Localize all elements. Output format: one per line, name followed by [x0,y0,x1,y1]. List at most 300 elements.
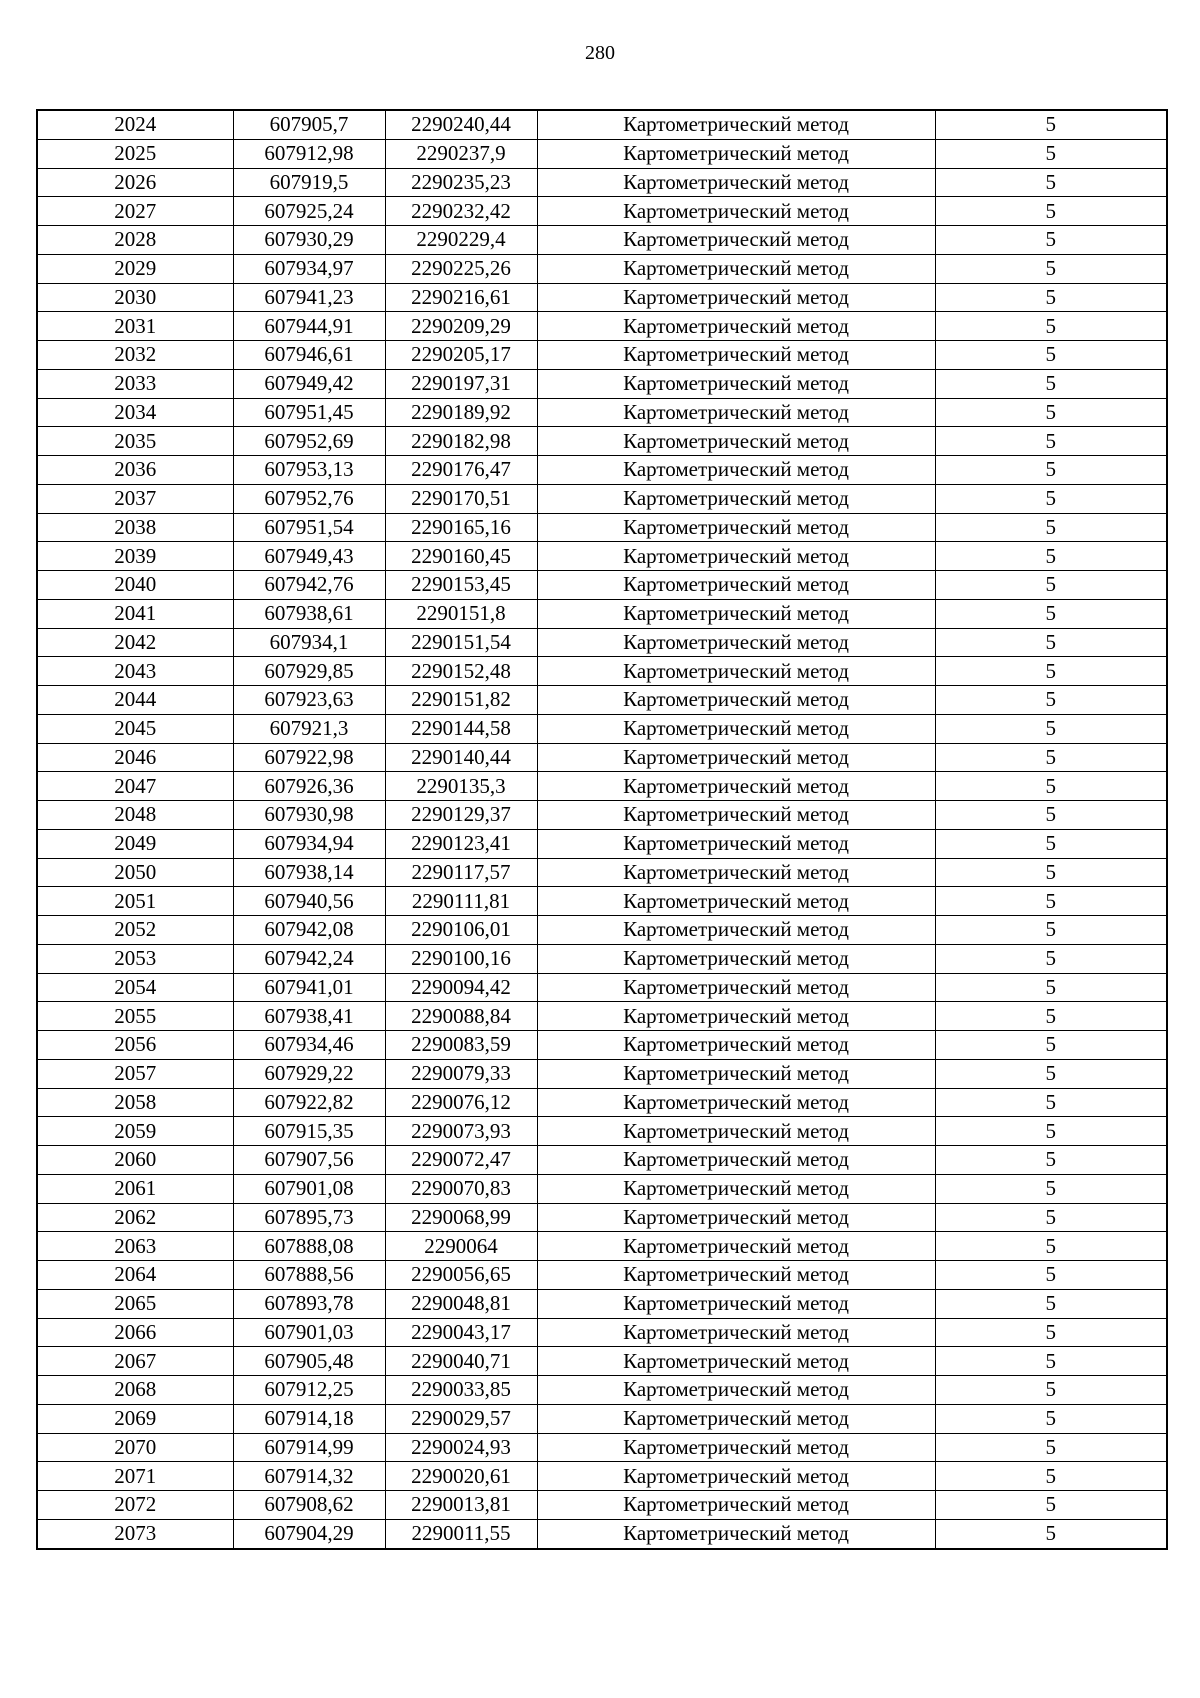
accuracy-cell: 5 [935,801,1167,830]
method-cell: Картометрический метод [537,1519,935,1548]
y-coordinate-cell: 2290117,57 [385,858,537,887]
y-coordinate-cell: 2290197,31 [385,369,537,398]
table-row [37,628,1167,657]
accuracy-cell: 5 [935,829,1167,858]
x-coordinate-cell: 607905,7 [233,110,385,139]
x-coordinate-cell: 607949,43 [233,542,385,571]
accuracy-cell: 5 [935,1002,1167,1031]
x-coordinate-cell: 607930,29 [233,226,385,255]
x-coordinate-cell: 607907,56 [233,1146,385,1175]
point-number-cell: 2068 [37,1376,233,1405]
y-coordinate-cell: 2290140,44 [385,743,537,772]
method-cell: Картометрический метод [537,1002,935,1031]
method-cell: Картометрический метод [537,829,935,858]
table-row [37,1146,1167,1175]
y-coordinate-cell: 2290216,61 [385,283,537,312]
accuracy-cell: 5 [935,427,1167,456]
accuracy-cell: 5 [935,168,1167,197]
x-coordinate-cell: 607895,73 [233,1203,385,1232]
method-cell: Картометрический метод [537,657,935,686]
y-coordinate-cell: 2290240,44 [385,110,537,139]
point-number-cell: 2048 [37,801,233,830]
table-row [37,139,1167,168]
table-row [37,1404,1167,1433]
x-coordinate-cell: 607908,62 [233,1491,385,1520]
table-row [37,1376,1167,1405]
table-row [37,599,1167,628]
x-coordinate-cell: 607921,3 [233,714,385,743]
point-number-cell: 2040 [37,571,233,600]
y-coordinate-cell: 2290229,4 [385,226,537,255]
accuracy-cell: 5 [935,944,1167,973]
point-number-cell: 2039 [37,542,233,571]
table-row [37,571,1167,600]
point-number-cell: 2063 [37,1232,233,1261]
table-row [37,1203,1167,1232]
y-coordinate-cell: 2290094,42 [385,973,537,1002]
y-coordinate-cell: 2290073,93 [385,1117,537,1146]
y-coordinate-cell: 2290020,61 [385,1462,537,1491]
accuracy-cell: 5 [935,1491,1167,1520]
method-cell: Картометрический метод [537,341,935,370]
method-cell: Картометрический метод [537,1232,935,1261]
x-coordinate-cell: 607940,56 [233,887,385,916]
point-number-cell: 2049 [37,829,233,858]
x-coordinate-cell: 607901,03 [233,1318,385,1347]
y-coordinate-cell: 2290100,16 [385,944,537,973]
y-coordinate-cell: 2290056,65 [385,1261,537,1290]
table-row [37,513,1167,542]
y-coordinate-cell: 2290235,23 [385,168,537,197]
point-number-cell: 2043 [37,657,233,686]
x-coordinate-cell: 607942,24 [233,944,385,973]
x-coordinate-cell: 607944,91 [233,312,385,341]
point-number-cell: 2053 [37,944,233,973]
x-coordinate-cell: 607901,08 [233,1174,385,1203]
accuracy-cell: 5 [935,1347,1167,1376]
x-coordinate-cell: 607951,54 [233,513,385,542]
y-coordinate-cell: 2290088,84 [385,1002,537,1031]
method-cell: Картометрический метод [537,254,935,283]
y-coordinate-cell: 2290076,12 [385,1088,537,1117]
y-coordinate-cell: 2290151,8 [385,599,537,628]
accuracy-cell: 5 [935,254,1167,283]
method-cell: Картометрический метод [537,714,935,743]
y-coordinate-cell: 2290135,3 [385,772,537,801]
x-coordinate-cell: 607930,98 [233,801,385,830]
x-coordinate-cell: 607938,41 [233,1002,385,1031]
accuracy-cell: 5 [935,398,1167,427]
table-row [37,1318,1167,1347]
y-coordinate-cell: 2290123,41 [385,829,537,858]
method-cell: Картометрический метод [537,571,935,600]
table-row [37,1002,1167,1031]
y-coordinate-cell: 2290189,92 [385,398,537,427]
y-coordinate-cell: 2290111,81 [385,887,537,916]
accuracy-cell: 5 [935,772,1167,801]
point-number-cell: 2032 [37,341,233,370]
y-coordinate-cell: 2290182,98 [385,427,537,456]
method-cell: Картометрический метод [537,484,935,513]
method-cell: Картометрический метод [537,772,935,801]
point-number-cell: 2033 [37,369,233,398]
x-coordinate-cell: 607952,69 [233,427,385,456]
point-number-cell: 2034 [37,398,233,427]
y-coordinate-cell: 2290079,33 [385,1059,537,1088]
y-coordinate-cell: 2290070,83 [385,1174,537,1203]
table-row [37,1088,1167,1117]
point-number-cell: 2072 [37,1491,233,1520]
method-cell: Картометрический метод [537,1146,935,1175]
table-row [37,657,1167,686]
y-coordinate-cell: 2290083,59 [385,1031,537,1060]
method-cell: Картометрический метод [537,1289,935,1318]
accuracy-cell: 5 [935,542,1167,571]
point-number-cell: 2036 [37,456,233,485]
accuracy-cell: 5 [935,714,1167,743]
method-cell: Картометрический метод [537,1462,935,1491]
x-coordinate-cell: 607914,32 [233,1462,385,1491]
table-row [37,197,1167,226]
method-cell: Картометрический метод [537,1117,935,1146]
point-number-cell: 2031 [37,312,233,341]
method-cell: Картометрический метод [537,427,935,456]
table-row [37,801,1167,830]
accuracy-cell: 5 [935,973,1167,1002]
method-cell: Картометрический метод [537,743,935,772]
method-cell: Картометрический метод [537,197,935,226]
method-cell: Картометрический метод [537,1347,935,1376]
accuracy-cell: 5 [935,1117,1167,1146]
point-number-cell: 2037 [37,484,233,513]
accuracy-cell: 5 [935,1289,1167,1318]
table-row [37,341,1167,370]
method-cell: Картометрический метод [537,312,935,341]
x-coordinate-cell: 607942,76 [233,571,385,600]
x-coordinate-cell: 607919,5 [233,168,385,197]
point-number-cell: 2047 [37,772,233,801]
point-number-cell: 2069 [37,1404,233,1433]
accuracy-cell: 5 [935,456,1167,485]
x-coordinate-cell: 607926,36 [233,772,385,801]
x-coordinate-cell: 607934,97 [233,254,385,283]
y-coordinate-cell: 2290106,01 [385,916,537,945]
table-row [37,369,1167,398]
accuracy-cell: 5 [935,110,1167,139]
table-row [37,686,1167,715]
table-row [37,973,1167,1002]
accuracy-cell: 5 [935,369,1167,398]
method-cell: Картометрический метод [537,1491,935,1520]
point-number-cell: 2067 [37,1347,233,1376]
x-coordinate-cell: 607941,01 [233,973,385,1002]
point-number-cell: 2045 [37,714,233,743]
x-coordinate-cell: 607934,46 [233,1031,385,1060]
accuracy-cell: 5 [935,1376,1167,1405]
table-row [37,714,1167,743]
method-cell: Картометрический метод [537,628,935,657]
x-coordinate-cell: 607915,35 [233,1117,385,1146]
accuracy-cell: 5 [935,743,1167,772]
y-coordinate-cell: 2290170,51 [385,484,537,513]
point-number-cell: 2035 [37,427,233,456]
x-coordinate-cell: 607952,76 [233,484,385,513]
point-number-cell: 2059 [37,1117,233,1146]
table-row [37,1289,1167,1318]
x-coordinate-cell: 607941,23 [233,283,385,312]
point-number-cell: 2066 [37,1318,233,1347]
x-coordinate-cell: 607904,29 [233,1519,385,1548]
point-number-cell: 2030 [37,283,233,312]
method-cell: Картометрический метод [537,398,935,427]
accuracy-cell: 5 [935,513,1167,542]
accuracy-cell: 5 [935,1174,1167,1203]
accuracy-cell: 5 [935,1318,1167,1347]
method-cell: Картометрический метод [537,513,935,542]
method-cell: Картометрический метод [537,887,935,916]
point-number-cell: 2046 [37,743,233,772]
point-number-cell: 2073 [37,1519,233,1548]
accuracy-cell: 5 [935,887,1167,916]
x-coordinate-cell: 607934,1 [233,628,385,657]
table-row [37,1031,1167,1060]
table-row [37,887,1167,916]
x-coordinate-cell: 607946,61 [233,341,385,370]
table-row [37,254,1167,283]
accuracy-cell: 5 [935,139,1167,168]
accuracy-cell: 5 [935,686,1167,715]
method-cell: Картометрический метод [537,1261,935,1290]
point-number-cell: 2042 [37,628,233,657]
x-coordinate-cell: 607938,61 [233,599,385,628]
x-coordinate-cell: 607905,48 [233,1347,385,1376]
table-row [37,1519,1167,1548]
table-row [37,1491,1167,1520]
accuracy-cell: 5 [935,1261,1167,1290]
page-number: 280 [585,42,615,64]
table-body [37,110,1167,1549]
y-coordinate-cell: 2290033,85 [385,1376,537,1405]
method-cell: Картометрический метод [537,1031,935,1060]
point-number-cell: 2064 [37,1261,233,1290]
x-coordinate-cell: 607925,24 [233,197,385,226]
table-row [37,1059,1167,1088]
method-cell: Картометрический метод [537,599,935,628]
table-row [37,743,1167,772]
table-row [37,1174,1167,1203]
point-number-cell: 2057 [37,1059,233,1088]
y-coordinate-cell: 2290151,54 [385,628,537,657]
table-row [37,916,1167,945]
y-coordinate-cell: 2290013,81 [385,1491,537,1520]
x-coordinate-cell: 607912,98 [233,139,385,168]
y-coordinate-cell: 2290225,26 [385,254,537,283]
point-number-cell: 2026 [37,168,233,197]
y-coordinate-cell: 2290048,81 [385,1289,537,1318]
table-row [37,456,1167,485]
accuracy-cell: 5 [935,571,1167,600]
point-number-cell: 2027 [37,197,233,226]
x-coordinate-cell: 607938,14 [233,858,385,887]
point-number-cell: 2062 [37,1203,233,1232]
y-coordinate-cell: 2290029,57 [385,1404,537,1433]
method-cell: Картометрический метод [537,542,935,571]
accuracy-cell: 5 [935,1232,1167,1261]
accuracy-cell: 5 [935,1146,1167,1175]
point-number-cell: 2065 [37,1289,233,1318]
point-number-cell: 2041 [37,599,233,628]
x-coordinate-cell: 607942,08 [233,916,385,945]
x-coordinate-cell: 607929,85 [233,657,385,686]
y-coordinate-cell: 2290144,58 [385,714,537,743]
table-row [37,542,1167,571]
method-cell: Картометрический метод [537,686,935,715]
method-cell: Картометрический метод [537,1059,935,1088]
method-cell: Картометрический метод [537,1404,935,1433]
coordinates-table [36,109,1168,1550]
method-cell: Картометрический метод [537,1174,935,1203]
point-number-cell: 2051 [37,887,233,916]
point-number-cell: 2054 [37,973,233,1002]
table-row [37,484,1167,513]
y-coordinate-cell: 2290232,42 [385,197,537,226]
method-cell: Картометрический метод [537,944,935,973]
x-coordinate-cell: 607923,63 [233,686,385,715]
y-coordinate-cell: 2290160,45 [385,542,537,571]
method-cell: Картометрический метод [537,168,935,197]
x-coordinate-cell: 607914,99 [233,1433,385,1462]
method-cell: Картометрический метод [537,1318,935,1347]
x-coordinate-cell: 607888,08 [233,1232,385,1261]
method-cell: Картометрический метод [537,369,935,398]
point-number-cell: 2052 [37,916,233,945]
accuracy-cell: 5 [935,858,1167,887]
table-row [37,944,1167,973]
method-cell: Картометрический метод [537,1433,935,1462]
method-cell: Картометрический метод [537,1088,935,1117]
accuracy-cell: 5 [935,628,1167,657]
table-row [37,1462,1167,1491]
accuracy-cell: 5 [935,341,1167,370]
accuracy-cell: 5 [935,1088,1167,1117]
accuracy-cell: 5 [935,1404,1167,1433]
x-coordinate-cell: 607929,22 [233,1059,385,1088]
point-number-cell: 2056 [37,1031,233,1060]
point-number-cell: 2060 [37,1146,233,1175]
point-number-cell: 2025 [37,139,233,168]
table-row [37,1347,1167,1376]
table-row [37,226,1167,255]
y-coordinate-cell: 2290043,17 [385,1318,537,1347]
x-coordinate-cell: 607951,45 [233,398,385,427]
table-row [37,398,1167,427]
table-row [37,427,1167,456]
point-number-cell: 2044 [37,686,233,715]
point-number-cell: 2055 [37,1002,233,1031]
point-number-cell: 2061 [37,1174,233,1203]
method-cell: Картометрический метод [537,858,935,887]
point-number-cell: 2038 [37,513,233,542]
x-coordinate-cell: 607949,42 [233,369,385,398]
y-coordinate-cell: 2290151,82 [385,686,537,715]
y-coordinate-cell: 2290064 [385,1232,537,1261]
accuracy-cell: 5 [935,1059,1167,1088]
y-coordinate-cell: 2290209,29 [385,312,537,341]
accuracy-cell: 5 [935,283,1167,312]
accuracy-cell: 5 [935,226,1167,255]
point-number-cell: 2070 [37,1433,233,1462]
method-cell: Картометрический метод [537,283,935,312]
method-cell: Картометрический метод [537,139,935,168]
table-row [37,772,1167,801]
accuracy-cell: 5 [935,312,1167,341]
accuracy-cell: 5 [935,916,1167,945]
x-coordinate-cell: 607912,25 [233,1376,385,1405]
x-coordinate-cell: 607922,98 [233,743,385,772]
y-coordinate-cell: 2290011,55 [385,1519,537,1548]
y-coordinate-cell: 2290153,45 [385,571,537,600]
point-number-cell: 2058 [37,1088,233,1117]
table-row [37,1117,1167,1146]
accuracy-cell: 5 [935,1462,1167,1491]
method-cell: Картометрический метод [537,1203,935,1232]
table-row [37,858,1167,887]
method-cell: Картометрический метод [537,1376,935,1405]
point-number-cell: 2028 [37,226,233,255]
y-coordinate-cell: 2290068,99 [385,1203,537,1232]
accuracy-cell: 5 [935,1519,1167,1548]
accuracy-cell: 5 [935,197,1167,226]
y-coordinate-cell: 2290237,9 [385,139,537,168]
method-cell: Картометрический метод [537,973,935,1002]
y-coordinate-cell: 2290205,17 [385,341,537,370]
y-coordinate-cell: 2290165,16 [385,513,537,542]
x-coordinate-cell: 607914,18 [233,1404,385,1433]
point-number-cell: 2024 [37,110,233,139]
table-row [37,283,1167,312]
accuracy-cell: 5 [935,1203,1167,1232]
y-coordinate-cell: 2290072,47 [385,1146,537,1175]
method-cell: Картометрический метод [537,801,935,830]
table-row [37,168,1167,197]
accuracy-cell: 5 [935,484,1167,513]
point-number-cell: 2071 [37,1462,233,1491]
y-coordinate-cell: 2290152,48 [385,657,537,686]
table-row [37,1232,1167,1261]
method-cell: Картометрический метод [537,456,935,485]
table-row [37,829,1167,858]
accuracy-cell: 5 [935,599,1167,628]
x-coordinate-cell: 607953,13 [233,456,385,485]
table-row [37,110,1167,139]
x-coordinate-cell: 607934,94 [233,829,385,858]
y-coordinate-cell: 2290024,93 [385,1433,537,1462]
y-coordinate-cell: 2290176,47 [385,456,537,485]
table-row [37,1433,1167,1462]
x-coordinate-cell: 607888,56 [233,1261,385,1290]
method-cell: Картометрический метод [537,226,935,255]
y-coordinate-cell: 2290129,37 [385,801,537,830]
accuracy-cell: 5 [935,1433,1167,1462]
method-cell: Картометрический метод [537,110,935,139]
point-number-cell: 2050 [37,858,233,887]
y-coordinate-cell: 2290040,71 [385,1347,537,1376]
method-cell: Картометрический метод [537,916,935,945]
accuracy-cell: 5 [935,1031,1167,1060]
table-row [37,312,1167,341]
x-coordinate-cell: 607893,78 [233,1289,385,1318]
x-coordinate-cell: 607922,82 [233,1088,385,1117]
